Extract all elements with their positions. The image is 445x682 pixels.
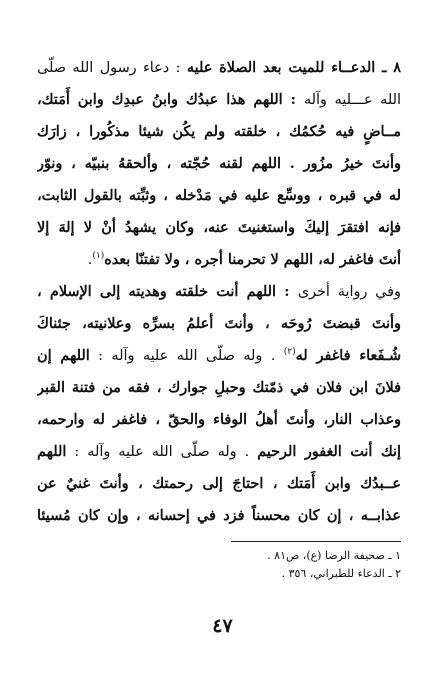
text-segment: وفي رواية أخرى xyxy=(297,284,401,300)
text-segment: شُـفَعاء فاغفر له xyxy=(295,347,401,364)
text-line xyxy=(37,276,401,308)
text-line xyxy=(37,84,401,116)
text-line xyxy=(37,340,401,372)
text-line xyxy=(37,468,401,500)
text-segment: الله عـــليه وآله xyxy=(303,92,401,108)
text-segment: عذابــه ، إن كان محسناً فزد في إحسانه ، وإن كان مُسيئا xyxy=(37,507,401,524)
text-line xyxy=(37,404,401,436)
body-text xyxy=(37,52,401,532)
text-line xyxy=(37,244,401,276)
text-segment: له في قبره ، ووسِّع عليه في مَدْخله ، وثبِّته بالقول الثابت، xyxy=(37,187,401,204)
text-segment: : اللهم هذا عبدُك وابنُ عبدِك وابن أَمَتك، xyxy=(37,91,304,108)
text-line xyxy=(37,180,401,212)
page-number: ٤٧ xyxy=(212,615,233,637)
text-segment: فإنه افتقرَ إليكَ واستغنيتَ عنه، وكان يشهدُ أنْ لا إلهَ إلا xyxy=(37,219,401,236)
text-line xyxy=(37,148,401,180)
text-segment: اللهم إن xyxy=(37,347,90,364)
text-segment: فلانَ ابن فلان في ذمّتك وحبلِ جوارك ، فقه من فتنة القبر xyxy=(37,379,401,396)
footnote-ref: (١) xyxy=(92,251,105,262)
text-segment: . xyxy=(87,252,93,268)
text-segment: ٨ ـ الدعــاء للميت بعد الصلاة عليه xyxy=(186,59,401,76)
text-segment: عــبدُك وابن أَمَتك ، احتاجَ إلى رحمتك ، وأنتَ غنيٌ عن xyxy=(37,475,401,492)
text-line xyxy=(37,308,401,340)
text-line xyxy=(37,212,401,244)
text-segment: وعذاب النار، وأنتَ أهلُ الوفاء والحقّ ، فاغفر له وارحمه، xyxy=(37,411,401,428)
footnotes xyxy=(37,547,401,583)
text-segment: أنتَ فاغفر له، اللهم لا تحرمنا أجره ، ولا تفتنّا بعده xyxy=(104,251,401,268)
text-segment: وأنتَ قبضتَ رُوحَه ، وأنتَ أعلمُ بسرِّه وعلانيته، جئناكَ xyxy=(37,315,401,332)
text-line xyxy=(37,116,401,148)
text-line xyxy=(37,52,401,84)
footnote-ref: (٢) xyxy=(283,347,296,358)
text-segment: إنك أنت الغفور الرحيم xyxy=(257,443,401,460)
text-segment: : دعاء رسول الله صلّى xyxy=(37,60,187,76)
footnote-1: ١ ـ صحيفة الرضا (ع)، ص٨١ . xyxy=(267,549,401,562)
text-segment: . وله صلّى الله عليه وآله : xyxy=(89,348,284,364)
text-segment: وأنتَ خيرُ مزُور . اللهم لقنه حُجّته ، وألحقهُ بنبيّه ، ونوّر xyxy=(37,155,401,172)
text-line xyxy=(37,436,401,468)
text-segment: مــاضٍ فيه حُكمُك ، خلقته ولم يكُن شيئا مذكُورا ، زارَك xyxy=(37,123,401,140)
text-segment: اللهم xyxy=(37,443,67,460)
footnote-divider xyxy=(231,541,401,542)
text-segment: . وله صلّى الله عليه وآله : xyxy=(66,444,258,460)
footnote-2: ٢ ـ الدعاء للطبراني، ٣٥٦ . xyxy=(281,567,401,580)
text-segment: : اللهم أنت خلقته وهديته إلى الإسلام ، xyxy=(37,283,298,300)
text-line xyxy=(37,500,401,532)
text-line xyxy=(37,372,401,404)
